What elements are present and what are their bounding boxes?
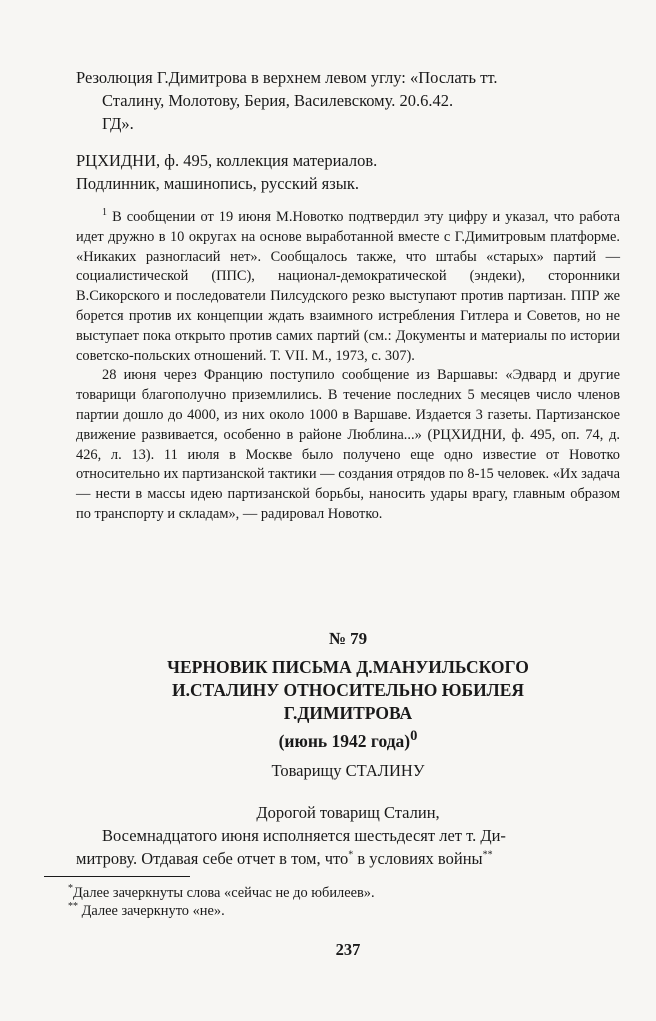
endnote-1 <box>76 208 620 366</box>
letter-body-line-1: Восемнадцатого июня исполняется шестьдесят лет т. Ди- <box>102 826 506 845</box>
addressee: Товарищу СТАЛИНУ <box>271 761 425 780</box>
archive-reference <box>76 149 620 195</box>
endnote-1-marker: 1 <box>102 207 107 219</box>
salutation: Дорогой товарищ Сталин, <box>256 803 440 822</box>
footnote-2-text: Далее зачеркнуто «не». <box>81 903 225 919</box>
archive-line-1: РЦХИДНИ, ф. 495, коллекция материалов. <box>76 151 378 170</box>
footnote-2-marker: ** <box>68 901 78 913</box>
footnote-ref-2: ** <box>482 849 493 861</box>
footnote-2 <box>68 902 612 920</box>
document-title-line-1: ЧЕРНОВИК ПИСЬМА Д.МАНУИЛЬСКОГО <box>167 657 529 677</box>
endnote-2: 28 июня через Францию поступило сообщение из Варшавы: «Эдвард и другие товарищи благополучно приземлились. В течение последних 5 месяцев число членов партии дошло до 4000, из них около 1000 в Варшаве. Издается 3 газеты. Партизанское движение развивается, особенно в районе Люблина...» (РЦХИДНИ, ф. 495, оп. 74, д. 426, л. 13). 11 июля в Москве было получено еще одно известие от Новотко относительно их партизанской тактики — создания отрядов по 8-15 человек. «Их задача — нести в массы идею партизанской борьбы, наносить удары врагу, главным образом по транспорту и складам», — радировал Новотко. <box>76 367 620 522</box>
endnote-1-text: В сообщении от 19 июня М.Новотко подтвердил эту цифру и указал, что работа идет дружно в 10 округах на основе выработанной вместе с Г.Димитровым платформе. «Никаких разногласий нет». Сообщалось также, что штабы «старых» партий — социалистической (ППС), национал-демократической (эндеки), сторонники В.Сикорского и последователи Пилсудского резко выступают против партизан. ППР же борется против их концепции ждать взаимного истребления Гитлера и Советов, но не выступает пока открыто против самих партий (см.: Документы и материалы по истории советско-польских отношений. Т. VII. М., 1973, с. 307). <box>76 209 620 364</box>
footnote-1-text: Далее зачеркнуты слова «сейчас не до юбилеев». <box>73 885 375 901</box>
document-date-marker: 0 <box>410 728 418 744</box>
footnote-1 <box>68 884 612 902</box>
document-heading <box>76 628 620 753</box>
endnotes <box>76 208 620 525</box>
letter-body <box>76 824 620 870</box>
footnote-1-marker: * <box>68 883 73 895</box>
resolution-line-1: Резолюция Г.Димитрова в верхнем левом углу: «Послать тт. <box>76 68 498 87</box>
resolution-note <box>76 66 620 135</box>
resolution-line-2: Сталину, Молотову, Берия, Василевскому. 20.6.42. <box>102 91 454 110</box>
footnote-separator <box>44 876 190 877</box>
document-title-line-2: И.СТАЛИНУ ОТНОСИТЕЛЬНО ЮБИЛЕЯ <box>171 680 525 700</box>
resolution-line-3: ГД». <box>102 114 134 133</box>
archive-line-2: Подлинник, машинопись, русский язык. <box>76 174 359 193</box>
document-title-line-3: Г.ДИМИТРОВА <box>283 703 413 723</box>
letter-body-line-2: митрову. Отдавая себе отчет в том, что* в условиях войны** <box>76 849 493 868</box>
document-date: (июнь 1942 года)$^0$ <box>278 728 418 751</box>
footnote-ref-1: * <box>348 849 354 861</box>
document-number: № 79 <box>328 629 368 648</box>
footnotes <box>68 884 612 920</box>
page-number: 237 <box>335 940 361 959</box>
